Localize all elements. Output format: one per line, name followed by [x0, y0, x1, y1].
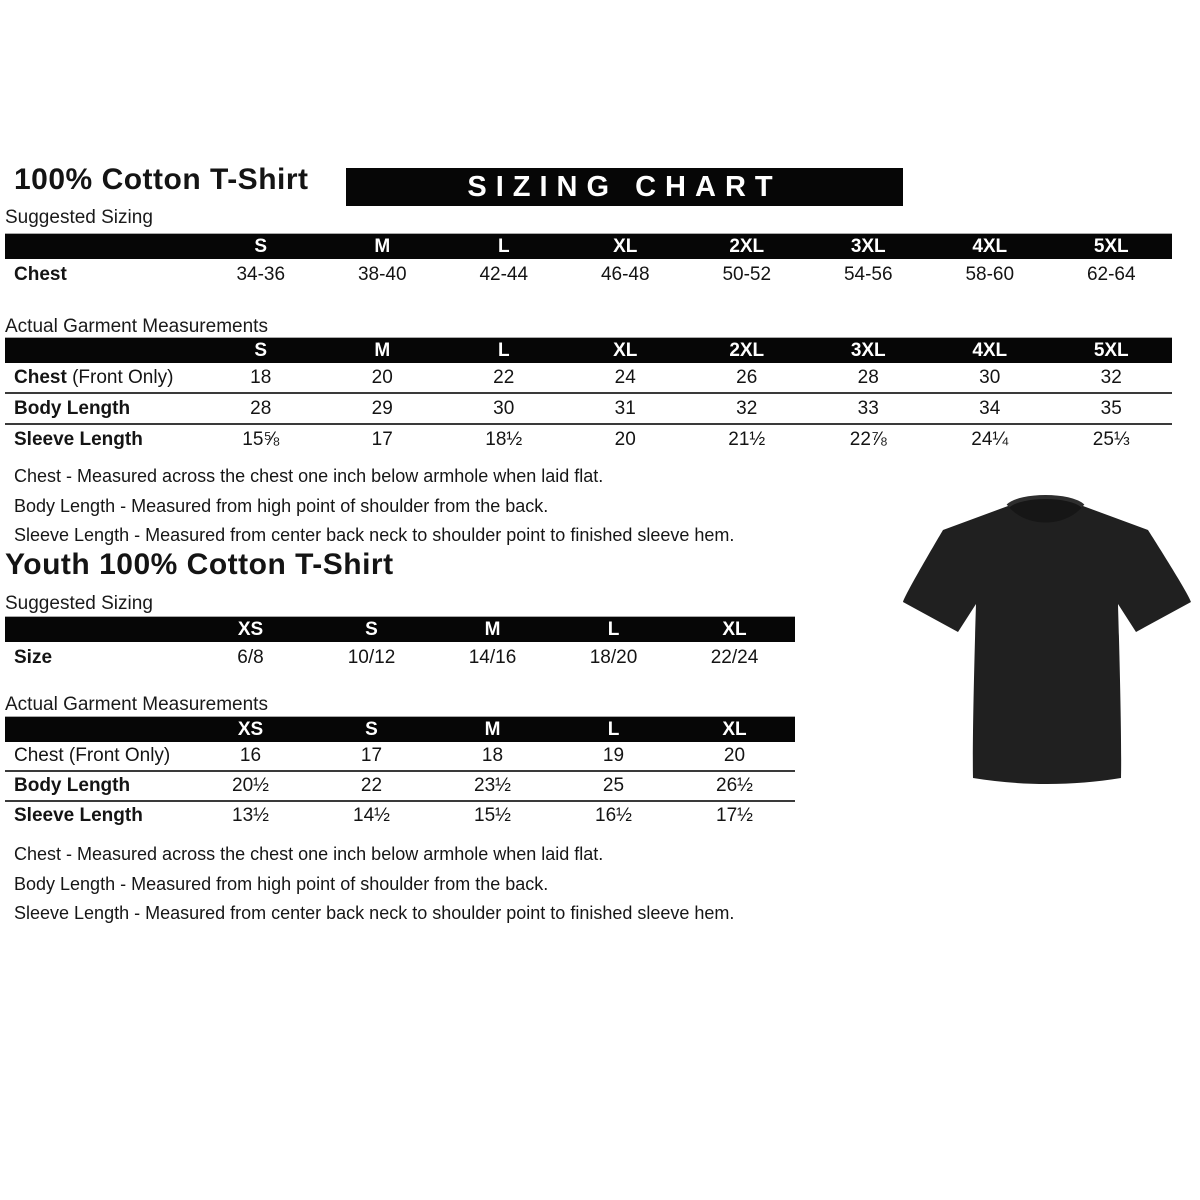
- table-cell: 31: [614, 397, 636, 419]
- table-cell: 18½: [485, 428, 523, 450]
- table-cell: 6/8: [237, 646, 264, 668]
- column-header: 3XL: [850, 235, 886, 257]
- table-cell: 19: [602, 745, 625, 766]
- table-cell: 22: [360, 775, 383, 796]
- column-header: M: [374, 339, 391, 361]
- table-cell: 26½: [716, 775, 753, 796]
- table-cell: 22: [493, 366, 515, 388]
- table-cell: 17½: [716, 805, 753, 826]
- table-cell: 46-48: [600, 263, 650, 285]
- table-cell: 20: [614, 428, 636, 450]
- column-header: M: [484, 618, 501, 640]
- youth-actual-measurements-label: Actual Garment Measurements: [5, 694, 268, 715]
- table-header-row: [5, 717, 795, 742]
- table-cell: 18: [481, 745, 504, 766]
- table-cell: 24: [614, 366, 636, 388]
- column-header: 2XL: [729, 339, 765, 361]
- table-cell: 38-40: [357, 263, 407, 285]
- table-cell: 20½: [232, 775, 269, 796]
- table-cell: 20: [723, 745, 746, 766]
- table-cell: 32: [736, 397, 758, 419]
- column-header: L: [497, 339, 510, 361]
- column-header: XL: [722, 718, 747, 740]
- table-row-sleeve-length: [5, 802, 795, 830]
- column-header: XS: [237, 618, 264, 640]
- table-cell: 29: [371, 397, 393, 419]
- table-row-size: [5, 642, 795, 673]
- adult-measurement-notes: [14, 462, 734, 551]
- row-label: Sleeve Length: [14, 428, 143, 450]
- row-label: Chest: [14, 263, 67, 285]
- table-cell: 15⅝: [242, 428, 280, 450]
- adult-suggested-sizing-table: [5, 233, 1172, 290]
- table-cell: 10/12: [347, 646, 396, 668]
- row-label: Size: [14, 646, 53, 668]
- row-label: Sleeve Length: [14, 805, 143, 826]
- adult-suggested-sizing-label: Suggested Sizing: [5, 207, 153, 228]
- table-cell: 26: [736, 366, 758, 388]
- table-cell: 24¼: [971, 428, 1009, 450]
- table-cell: 35: [1100, 397, 1122, 419]
- table-cell: 22⅞: [849, 428, 887, 450]
- table-cell: 62-64: [1086, 263, 1136, 285]
- note-body-length: Body Length - Measured from high point of shoulder from the back.: [14, 873, 549, 894]
- table-cell: 14/16: [468, 646, 517, 668]
- table-cell: 54-56: [843, 263, 893, 285]
- table-row-body-length: [5, 394, 1172, 425]
- column-header: 2XL: [729, 235, 765, 257]
- table-cell: 33: [857, 397, 879, 419]
- table-header-row: [5, 617, 795, 642]
- table-row-chest: [5, 259, 1172, 290]
- column-header: L: [607, 718, 620, 740]
- column-header: L: [497, 235, 510, 257]
- youth-suggested-sizing-label: Suggested Sizing: [5, 593, 153, 614]
- table-header-row: [5, 234, 1172, 259]
- table-cell: 28: [857, 366, 879, 388]
- column-header: M: [374, 235, 391, 257]
- column-header: S: [254, 339, 268, 361]
- table-cell: 16: [239, 745, 262, 766]
- table-cell: 50-52: [722, 263, 772, 285]
- table-row-chest: [5, 363, 1172, 394]
- table-cell: 17: [360, 745, 383, 766]
- adult-actual-measurements-label: Actual Garment Measurements: [5, 316, 268, 337]
- column-header: 4XL: [972, 339, 1008, 361]
- table-cell: 23½: [474, 775, 511, 796]
- table-cell: 34: [979, 397, 1001, 419]
- column-header: 3XL: [850, 339, 886, 361]
- column-header: L: [607, 618, 620, 640]
- youth-title: Youth 100% Cotton T-Shirt: [5, 548, 394, 581]
- adult-actual-measurements-table: [5, 337, 1172, 454]
- note-sleeve-length: Sleeve Length - Measured from center back neck to shoulder point to finished sleeve hem.: [14, 525, 735, 545]
- column-header: 4XL: [972, 235, 1008, 257]
- table-cell: 14½: [353, 805, 390, 826]
- table-cell: 17: [371, 428, 393, 450]
- column-header: 5XL: [1093, 235, 1129, 257]
- column-header: S: [365, 718, 378, 740]
- table-cell: 25⅓: [1092, 428, 1130, 450]
- table-cell: 22/24: [710, 646, 759, 668]
- note-sleeve-length: Sleeve Length - Measured from center back neck to shoulder point to finished sleeve hem.: [14, 903, 735, 923]
- youth-actual-measurements-table: [5, 716, 795, 830]
- table-cell: 58-60: [965, 263, 1015, 285]
- table-cell: 32: [1100, 366, 1122, 388]
- column-header: 5XL: [1093, 339, 1129, 361]
- page-title: 100% Cotton T-Shirt: [14, 163, 309, 196]
- table-cell: 15½: [474, 805, 511, 826]
- row-label: Body Length: [14, 775, 131, 796]
- note-chest: Chest - Measured across the chest one inch below armhole when laid flat.: [14, 466, 604, 486]
- row-label: Chest (Front Only): [14, 366, 174, 388]
- table-cell: 13½: [232, 805, 269, 826]
- table-cell: 30: [493, 397, 515, 419]
- tshirt-graphic: [893, 482, 1198, 807]
- column-header: S: [365, 618, 378, 640]
- table-cell: 20: [371, 366, 393, 388]
- table-cell: 30: [979, 366, 1001, 388]
- table-cell: 25: [602, 775, 625, 796]
- note-body-length: Body Length - Measured from high point of shoulder from the back.: [14, 495, 549, 516]
- column-header: M: [484, 718, 501, 740]
- table-cell: 28: [250, 397, 272, 419]
- table-cell: 21½: [728, 428, 766, 450]
- table-cell: 42-44: [479, 263, 529, 285]
- sizing-chart-banner: SIZING CHART: [346, 168, 903, 206]
- column-header: XL: [613, 339, 638, 361]
- table-row-chest: [5, 742, 795, 772]
- note-chest: Chest - Measured across the chest one inch below armhole when laid flat.: [14, 844, 604, 864]
- column-header: XL: [613, 235, 638, 257]
- row-label: Body Length: [14, 397, 131, 419]
- column-header: S: [254, 235, 268, 257]
- table-cell: 18: [250, 366, 272, 388]
- table-row-body-length: [5, 772, 795, 802]
- table-cell: 16½: [595, 805, 632, 826]
- column-header: XS: [237, 718, 264, 740]
- youth-suggested-sizing-table: [5, 616, 795, 673]
- row-label: Chest (Front Only): [14, 745, 171, 766]
- column-header: XL: [722, 618, 747, 640]
- black-tshirt-photo: [893, 482, 1198, 807]
- table-row-sleeve-length: [5, 425, 1172, 454]
- table-header-row: [5, 338, 1172, 363]
- table-cell: 34-36: [236, 263, 286, 285]
- table-cell: 18/20: [589, 646, 638, 668]
- youth-measurement-notes: [14, 840, 734, 929]
